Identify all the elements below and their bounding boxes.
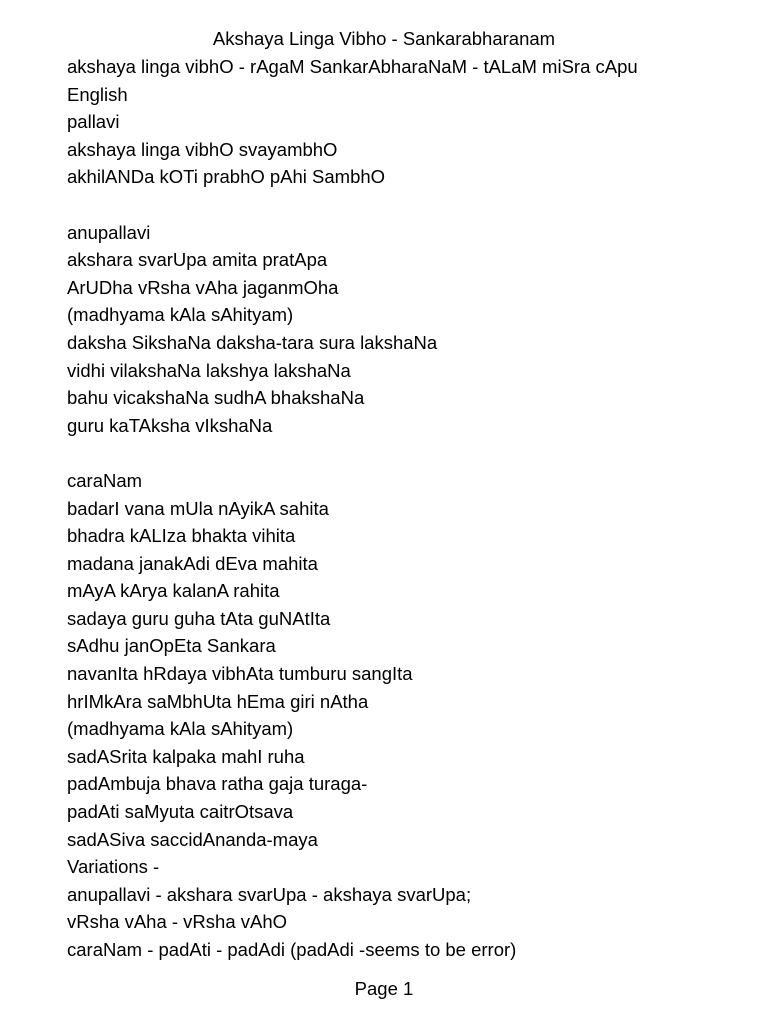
- text-line: badarI vana mUla nAyikA sahita: [67, 497, 329, 519]
- text-line: bahu vicakshaNa sudhA bhakshaNa: [67, 387, 365, 409]
- text-line: daksha SikshaNa daksha-tara sura lakshaNa: [67, 331, 438, 353]
- page-number: Page 1: [354, 978, 414, 999]
- text-line: (madhyama kAla sAhityam): [67, 718, 294, 740]
- text-line: caraNam - padAti - padAdi (padAdi -seems to be error): [67, 939, 517, 960]
- text-line: akshara svarUpa amita pratApa: [67, 249, 328, 271]
- text-line: akshaya linga vibhO svayambhO: [67, 138, 338, 160]
- text-line: vRsha vAha - vRsha vAhO: [67, 911, 288, 933]
- text-line: vidhi vilakshaNa lakshya lakshaNa: [67, 359, 351, 381]
- section-heading: anupallavi: [67, 221, 151, 243]
- page-title: Akshaya Linga Vibho - Sankarabharanam: [212, 28, 556, 49]
- section-heading: pallavi: [67, 111, 120, 133]
- text-line: navanIta hRdaya vibhAta tumburu sangIta: [67, 663, 413, 685]
- text-line: sAdhu janOpEta Sankara: [67, 635, 276, 657]
- section-heading: Variations -: [67, 856, 160, 878]
- text-line: padAti saMyuta caitrOtsava: [67, 801, 294, 823]
- text-line: akshaya linga vibhO - rAgaM SankarAbharaNaM - tALaM miSra cApu: [67, 56, 638, 77]
- text-line: madana janakAdi dEva mahita: [67, 552, 318, 574]
- text-line: mAyA kArya kalanA rahita: [67, 580, 280, 602]
- text-line: guru kaTAksha vIkshaNa: [67, 414, 273, 436]
- text-line: anupallavi - akshara svarUpa - akshaya svarUpa;: [67, 883, 472, 905]
- text-line: sadASrita kalpaka mahI ruha: [67, 745, 305, 767]
- blank-line: [67, 191, 747, 219]
- text-line: ArUDha vRsha vAha jaganmOha: [67, 276, 339, 298]
- text-line: hrIMkAra saMbhUta hEma giri nAtha: [67, 690, 369, 712]
- section-heading: caraNam: [67, 469, 143, 491]
- text-line: English: [67, 83, 128, 105]
- text-line: akhilANDa kOTi prabhO pAhi SambhO: [67, 166, 386, 188]
- text-line: sadASiva saccidAnanda-maya: [67, 828, 318, 850]
- text-line: (madhyama kAla sAhityam): [67, 304, 294, 326]
- document-body: [67, 53, 747, 964]
- text-line: sadaya guru guha tAta guNAtIta: [67, 607, 331, 629]
- blank-line: [67, 439, 747, 467]
- text-line: padAmbuja bhava ratha gaja turaga-: [67, 773, 368, 795]
- text-line: bhadra kALIza bhakta vihita: [67, 525, 296, 547]
